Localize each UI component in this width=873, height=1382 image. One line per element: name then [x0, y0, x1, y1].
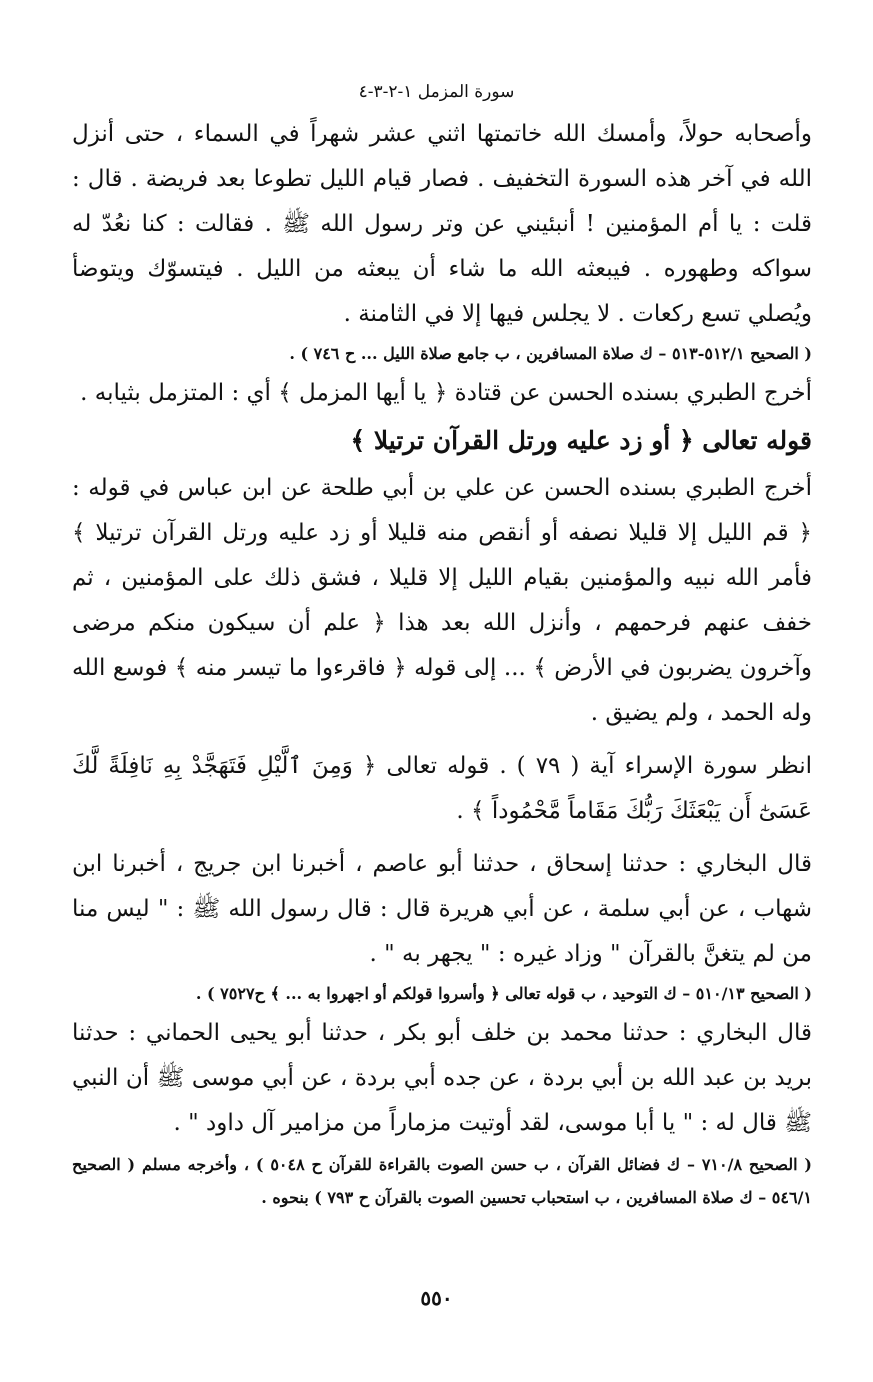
paragraph-bukhari-abu-huraira: قال البخاري : حدثنا إسحاق ، حدثنا أبو عاصم ، أخبرنا ابن جريج ، أخبرنا ابن شهاب ، عن أبي سلمة ، عن أبي هريرة قال : قال رسول الله ﷺ : " ليس منا من لم يتغنَّ بالقرآن " وزاد غيره : " يجهر به " .: [72, 851, 812, 967]
reference-sahih-5048: ( الصحيح ٧١٠/٨ – ك فضائل القرآن ، ب حسن الصوت بالقراءة للقرآن ح ٥٠٤٨ ) ، وأخرجه مسلم ( الصحيح ٥٤٦/١ – ك صلاة المسافرين ، ب استحباب تحسين الصوت بالقرآن ح ٧٩٣ ) بنحوه .: [72, 1155, 813, 1207]
paragraph-tabari-ibn-abbas: أخرج الطبري بسنده الحسن عن علي بن أبي طلحة عن ابن عباس في قوله : ﴿ قم الليل إلا قليلا نصفه أو أنقص منه قليلا أو زد عليه ورتل القرآن ترتيلا ﴾ فأمر الله نبيه والمؤمنين بقيام الليل إلا قليلا ، فشق ذلك على المؤمنين ، ثم خفف عنهم فرحمهم ، وأنزل الله بعد هذا ﴿ علم أن سيكون منكم مرضى وآخرون يضربون في الأرض ﴾ ... إلى قوله ﴿ فاقرءوا ما تيسر منه ﴾ فوسع الله وله الحمد ، ولم يضيق .: [72, 475, 812, 726]
page-body: [72, 112, 812, 1214]
paragraph-isra-reference: انظر سورة الإسراء آية ( ٧٩ ) . قوله تعالى ﴿ وَمِنَ ٱلَّيْلِ فَتَهَجَّدْ بِهِ نَافِلَةً لَّكَ عَسَىٰٓ أَن يَبْعَثَكَ رَبُّكَ مَقَاماً مَّحْمُوداً ﴾ .: [72, 753, 812, 824]
paragraph-aisha-hadith: وأصحابه حولاً، وأمسك الله خاتمتها اثني عشر شهراً في السماء ، حتى أنزل الله في آخر هذه السورة التخفيف . فصار قيام الليل تطوعا بعد فريضة . قال : قلت : يا أم المؤمنين ! أنبئيني عن وتر رسول الله ﷺ . فقالت : كنا نعُدّ له سواكه وطهوره . فيبعثه الله ما شاء أن يبعثه من الليل . فيتسوّك ويتوضأ ويُصلي تسع ركعات . لا يجلس فيها إلا في الثامنة .: [72, 121, 812, 327]
paragraph-bukhari-abu-musa: قال البخاري : حدثنا محمد بن خلف أبو بكر ، حدثنا أبو يحيى الحماني : حدثنا بريد بن عبد الله بن أبي بردة ، عن جده أبي بردة ، عن أبي موسى ﷺ أن النبي ﷺ قال له : " يا أبا موسى، لقد أوتيت مزماراً من مزامير آل داود " .: [72, 1020, 812, 1136]
paragraph-tabari-qatada: أخرج الطبري بسنده الحسن عن قتادة ﴿ يا أيها المزمل ﴾ أي : المتزمل بثيابه .: [80, 380, 812, 406]
reference-sahih-7527: ( الصحيح ٥١٠/١٣ – ك التوحيد ، ب قوله تعالى ﴿ وأسروا قولكم أو اجهروا به ... ﴾ ح٧٥٢٧ ) .: [195, 984, 812, 1003]
verse-heading: قوله تعالى ﴿ أو زد عليه ورتل القرآن ترتيلا ﴾: [350, 426, 812, 455]
page-number: ٥٥٠: [420, 1286, 453, 1310]
running-header: سورة المزمل ١-٢-٣-٤: [358, 82, 515, 102]
reference-sahih-746: ( الصحيح ٥١٢/١-٥١٣ – ك صلاة المسافرين ، ب جامع صلاة الليل ... ح ٧٤٦ ) .: [289, 344, 812, 363]
